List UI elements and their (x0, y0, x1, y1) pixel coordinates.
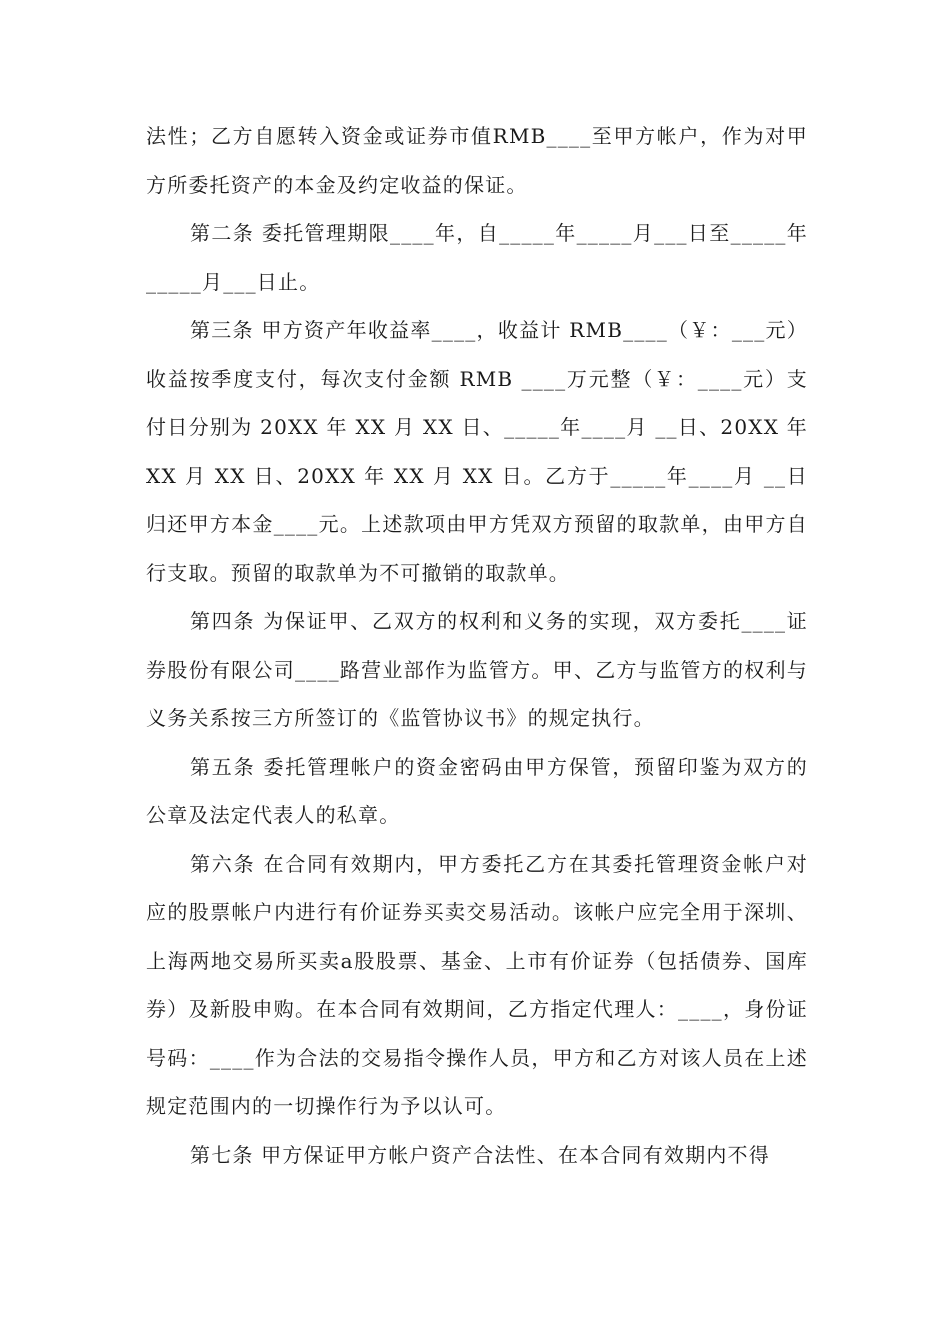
paragraph-continuation: 法性；乙方自愿转入资金或证券市值RMB____至甲方帐户，作为对甲方所委托资产的本金及约定收益的保证。 (146, 124, 808, 197)
article-2-paragraph: 第二条 委托管理期限____年，自_____年_____月___日至_____年_____月___日止。 (146, 221, 808, 294)
document-body (146, 112, 816, 1179)
article-5-paragraph: 第五条 委托管理帐户的资金密码由甲方保管，预留印鉴为双方的公章及法定代表人的私章。 (146, 754, 808, 827)
article-7-paragraph: 第七条 甲方保证甲方帐户资产合法性、在本合同有效期内不得 (190, 1142, 770, 1167)
article-4-paragraph: 第四条 为保证甲、乙双方的权利和义务的实现，双方委托____证券股份有限公司____路营业部作为监管方。甲、乙方与监管方的权利与义务关系按三方所签订的《监管协议书》的规定执行。 (146, 609, 808, 730)
article-3-paragraph: 第三条 甲方资产年收益率____，收益计 RMB____（￥：___元）收益按季度支付，每次支付金额 RMB ____万元整（￥：____元）支付日分别为 20XX 年 XX 月 XX 日、_____年____月 __日、20XX 年 XX 月 XX 日、20XX 年 XX 月 XX 日。乙方于_____年____月 __日归还甲方本金____元。上述款项由甲方凭双方预留的取款单，由甲方自行支取。预留的取款单为不可撤销的取款单。 (146, 318, 816, 585)
article-6-paragraph: 第六条 在合同有效期内，甲方委托乙方在其委托管理资金帐户对应的股票帐户内进行有价证券买卖交易活动。该帐户应完全用于深圳、上海两地交易所买卖a股股票、基金、上市有价证券（包括债券、国库券）及新股申购。在本合同有效期间，乙方指定代理人：____，身份证号码：____作为合法的交易指令操作人员，甲方和乙方对该人员在上述规定范围内的一切操作行为予以认可。 (146, 851, 808, 1118)
